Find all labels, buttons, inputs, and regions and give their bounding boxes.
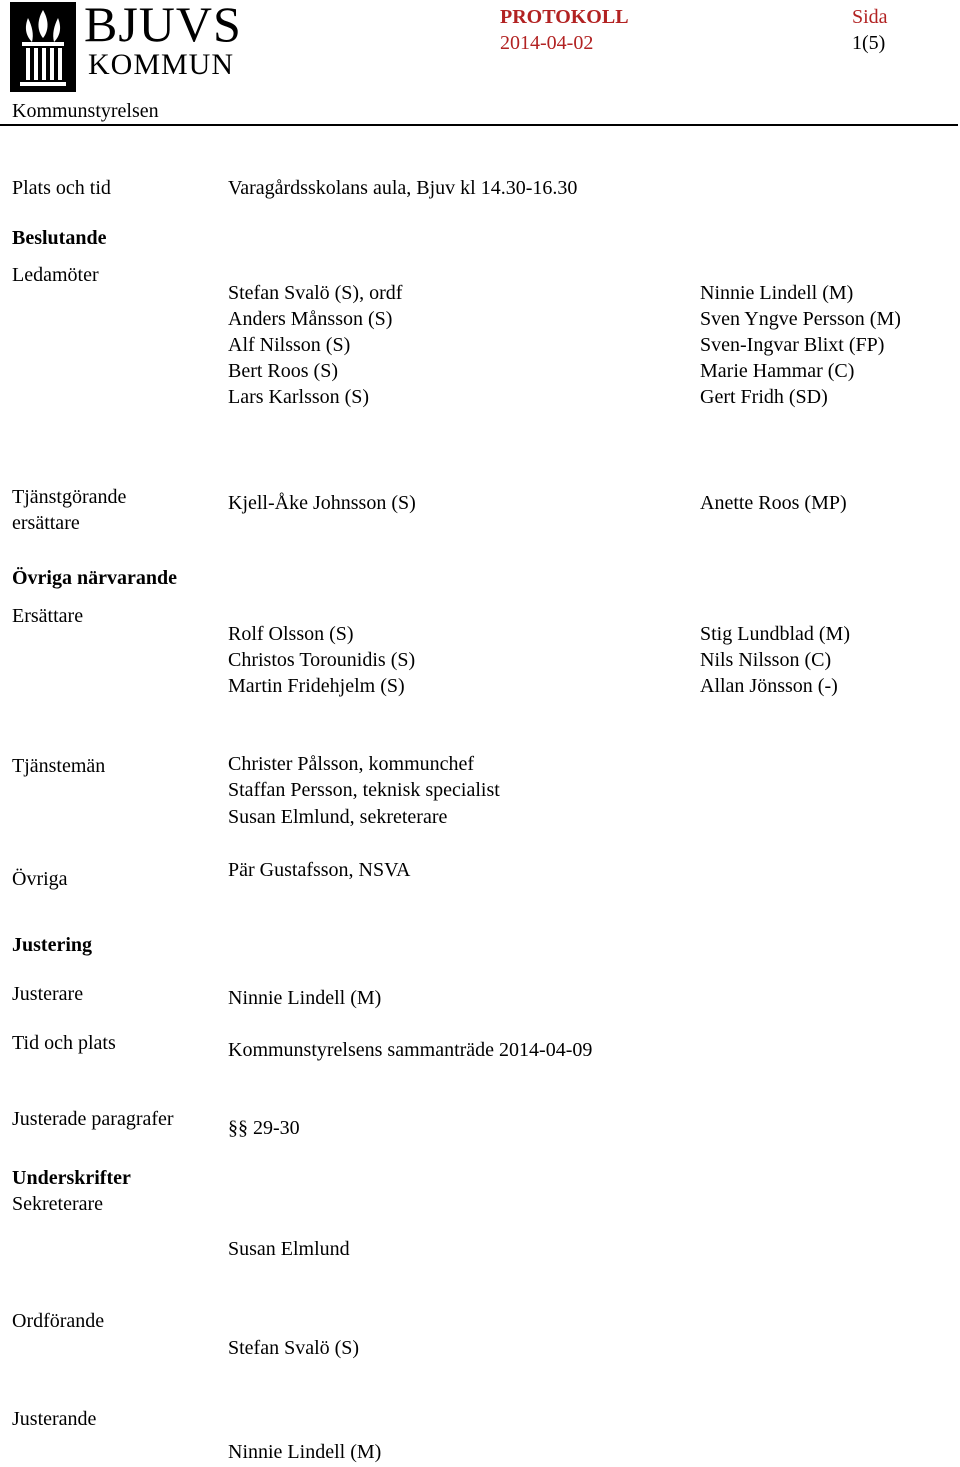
justering-heading: Justering xyxy=(12,934,92,956)
ersattare-left: Christos Torounidis (S) xyxy=(228,649,416,671)
ledamot-right: Ninnie Lindell (M) xyxy=(700,282,854,304)
tjansteman-item: Susan Elmlund, sekreterare xyxy=(228,806,448,828)
ledamot-right: Marie Hammar (C) xyxy=(700,360,855,382)
logo-wordmark-bjuvs: BJUVS xyxy=(84,0,242,52)
justerare-label: Justerare xyxy=(12,983,84,1005)
bjuvs-kommun-logo xyxy=(8,0,248,96)
tjanstgorande-label-line1: Tjänstgörande xyxy=(12,486,127,508)
header-divider xyxy=(0,124,958,126)
ledamot-left: Alf Nilsson (S) xyxy=(228,334,351,356)
ersattare-right: Allan Jönsson (-) xyxy=(700,675,838,697)
ledamot-left: Anders Månsson (S) xyxy=(228,308,393,330)
justerare-value: Ninnie Lindell (M) xyxy=(228,987,382,1009)
ersattare-left: Rolf Olsson (S) xyxy=(228,623,354,645)
tjanstgorande-right: Anette Roos (MP) xyxy=(700,492,847,514)
ovriga-narvarande-heading: Övriga närvarande xyxy=(12,567,177,589)
document-type: PROTOKOLL xyxy=(500,6,629,28)
place-time-label: Plats och tid xyxy=(12,177,111,199)
ledamot-left: Stefan Svalö (S), ordf xyxy=(228,282,403,304)
beslutande-heading: Beslutande xyxy=(12,227,107,249)
ersattare-right: Stig Lundblad (M) xyxy=(700,623,850,645)
ordforande-name: Stefan Svalö (S) xyxy=(228,1337,360,1359)
sekreterare-label: Sekreterare xyxy=(12,1193,104,1215)
organ-name: Kommunstyrelsen xyxy=(12,100,159,122)
ovriga-label: Övriga xyxy=(12,868,68,890)
ledamoter-label: Ledamöter xyxy=(12,264,99,286)
ledamot-right: Sven Yngve Persson (M) xyxy=(700,308,901,330)
tjansteman-item: Staffan Persson, teknisk specialist xyxy=(228,779,500,801)
tid-och-plats-value: Kommunstyrelsens sammanträde 2014-04-09 xyxy=(228,1039,593,1061)
document-date: 2014-04-02 xyxy=(500,32,594,54)
tjanstgorande-label-line2: ersättare xyxy=(12,512,80,534)
justerade-paragrafer-label: Justerade paragrafer xyxy=(12,1108,174,1130)
page-label: Sida xyxy=(852,6,888,28)
torch-emblem-icon xyxy=(8,2,78,94)
place-time-value: Varagårdsskolans aula, Bjuv kl 14.30-16.30 xyxy=(228,177,578,199)
tjansteman-item: Christer Pålsson, kommunchef xyxy=(228,753,475,775)
ovriga-value: Pär Gustafsson, NSVA xyxy=(228,859,411,881)
justerande-name: Ninnie Lindell (M) xyxy=(228,1441,382,1463)
ledamot-left: Bert Roos (S) xyxy=(228,360,338,382)
tid-och-plats-label: Tid och plats xyxy=(12,1032,116,1054)
ledamot-right: Gert Fridh (SD) xyxy=(700,386,828,408)
ledamot-right: Sven-Ingvar Blixt (FP) xyxy=(700,334,885,356)
underskrifter-heading: Underskrifter xyxy=(12,1167,131,1189)
justerande-label: Justerande xyxy=(12,1408,97,1430)
ersattare-left: Martin Fridehjelm (S) xyxy=(228,675,405,697)
logo-wordmark-kommun: KOMMUN xyxy=(88,48,235,81)
ordforande-label: Ordförande xyxy=(12,1310,105,1332)
ersattare-label: Ersättare xyxy=(12,605,84,627)
justerade-paragrafer-value: §§ 29-30 xyxy=(228,1117,300,1139)
page-number: 1(5) xyxy=(852,32,886,54)
sekreterare-name: Susan Elmlund xyxy=(228,1238,350,1260)
tjansteman-label: Tjänstemän xyxy=(12,755,106,777)
ersattare-right: Nils Nilsson (C) xyxy=(700,649,832,671)
tjanstgorande-left: Kjell-Åke Johnsson (S) xyxy=(228,492,416,514)
ledamot-left: Lars Karlsson (S) xyxy=(228,386,370,408)
